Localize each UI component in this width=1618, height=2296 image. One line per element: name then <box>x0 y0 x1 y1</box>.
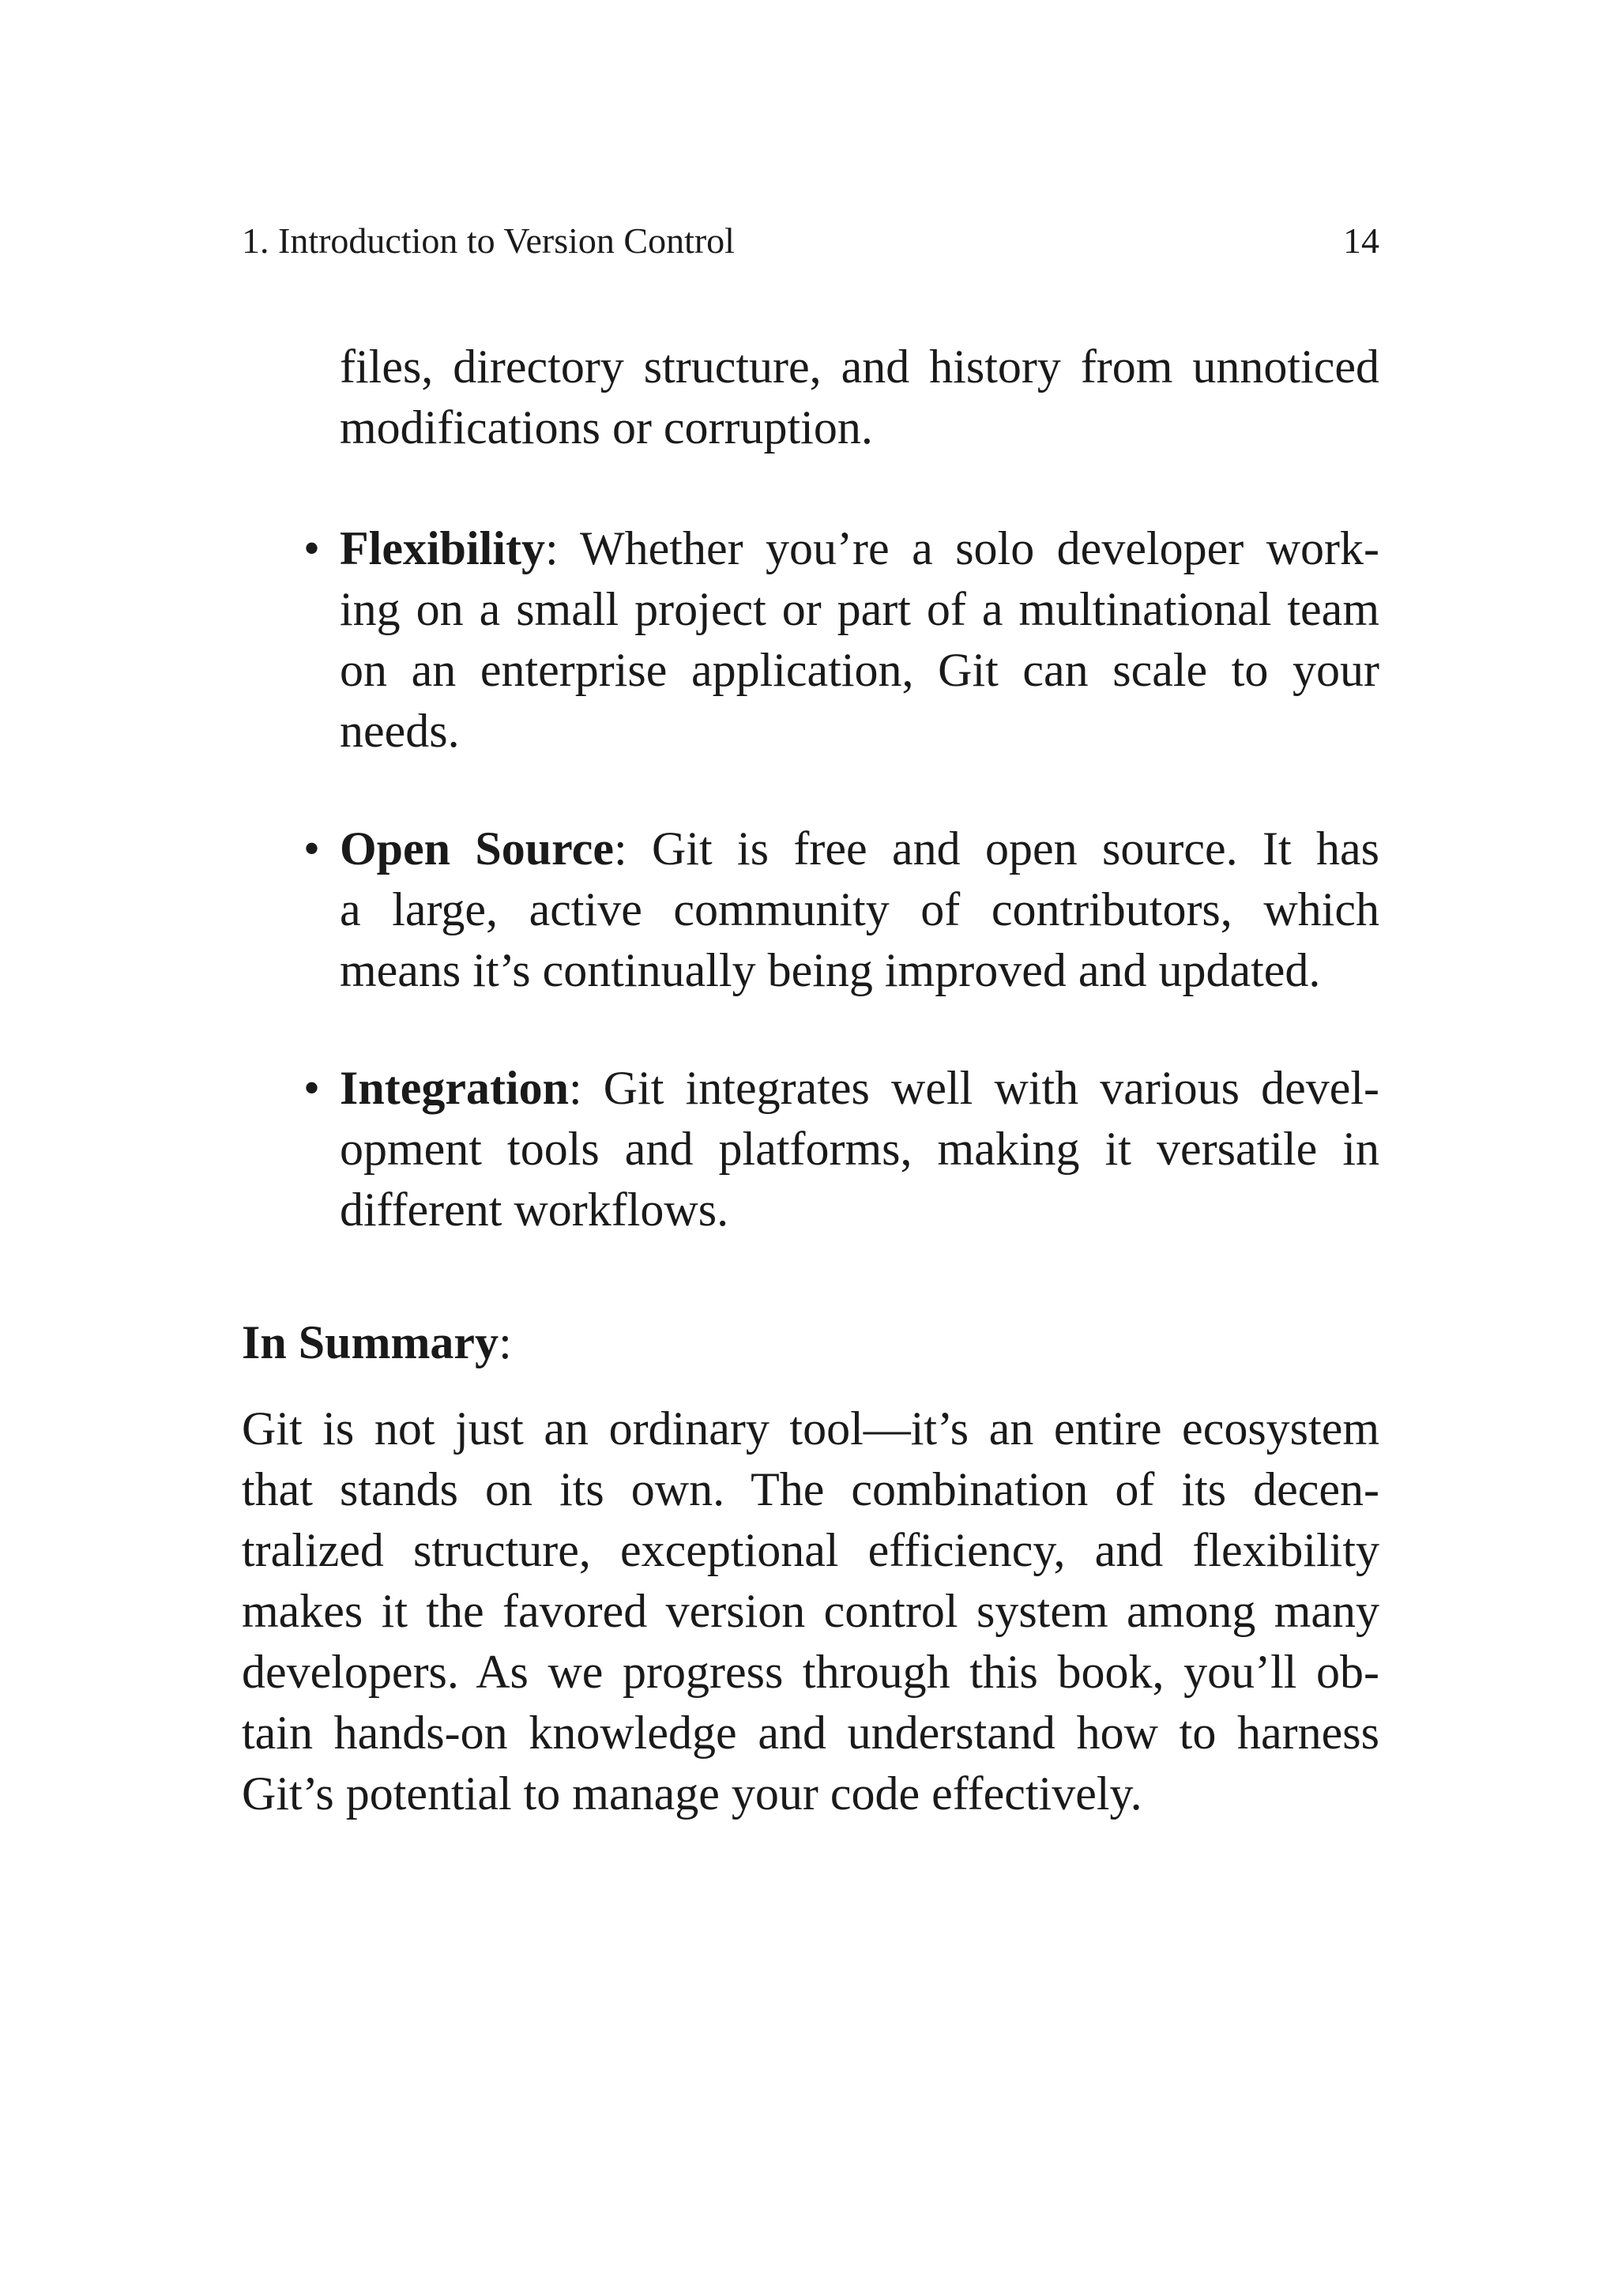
text-line: modifications or corruption. <box>340 401 873 454</box>
list-item-term: Open Source <box>340 822 614 875</box>
summary-heading <box>242 1312 512 1373</box>
summary-paragraph <box>242 1398 1379 1824</box>
list-item-term: Flexibility <box>340 522 545 574</box>
page-number: 14 <box>1343 220 1379 261</box>
text-line: developers. As we progress through this book, you’ll ob- <box>242 1646 1379 1698</box>
text-line: : Git is free and open source. It has <box>613 822 1379 875</box>
text-line: different workflows. <box>340 1184 729 1236</box>
text-line: Git’s potential to manage your code effectively. <box>242 1767 1142 1820</box>
text-line: means it’s continually being improved and updated. <box>340 944 1321 996</box>
chapter-title: 1. Introduction to Version Control <box>242 220 735 261</box>
bullet-icon: • <box>303 1062 321 1114</box>
list-item-flexibility <box>242 518 1379 762</box>
text-line: makes it the favored version control system among many <box>242 1585 1379 1637</box>
text-line: Git is not just an ordinary tool—it’s an entire ecosystem <box>242 1402 1379 1455</box>
text-line: needs. <box>340 705 460 757</box>
text-line: : Git integrates well with various devel- <box>568 1062 1379 1114</box>
summary-heading-term: In Summary <box>242 1316 499 1368</box>
feature-list <box>242 518 1379 1297</box>
text-line: opment tools and platforms, making it versatile in <box>340 1123 1379 1175</box>
list-item-open-source <box>242 819 1379 1001</box>
running-header <box>242 217 1379 265</box>
list-item-integration <box>242 1058 1379 1240</box>
text-line: files, directory structure, and history from unnoticed <box>340 341 1379 393</box>
bullet-icon: • <box>303 822 321 875</box>
summary-heading-colon: : <box>499 1316 512 1368</box>
bullet-icon: • <box>303 522 321 574</box>
text-line: a large, active community of contributors, which <box>340 883 1379 935</box>
text-line: tralized structure, exceptional efficiency, and flexibility <box>242 1524 1379 1576</box>
continued-bullet-text <box>340 337 1379 458</box>
text-line: on an enterprise application, Git can scale to your <box>340 644 1379 696</box>
list-item-term: Integration <box>340 1062 569 1114</box>
text-line: tain hands-on knowledge and understand how to harness <box>242 1707 1379 1759</box>
text-line: ing on a small project or part of a multinational team <box>340 583 1379 635</box>
text-line: : Whether you’re a solo developer work- <box>544 522 1379 574</box>
text-line: that stands on its own. The combination of its decen- <box>242 1463 1379 1515</box>
